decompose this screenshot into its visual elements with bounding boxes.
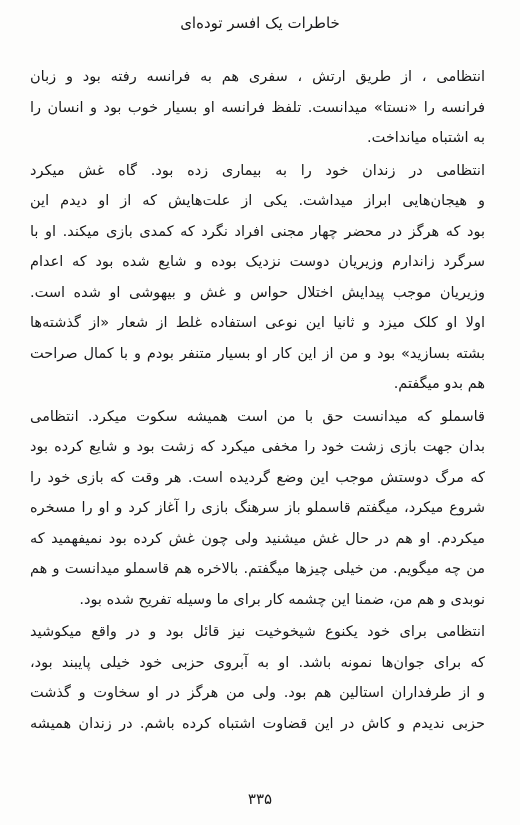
text-line: اولا او کلک میزد و ثانیا این نوعی استفاده غلط از شعار «از گذشته‌ها	[30, 315, 485, 331]
text-line: وزیریان موجب پیدایش اختلال حواس و غش و بیهوشی او شده است.	[30, 284, 485, 301]
paragraph-4	[30, 617, 485, 739]
paragraph-3	[30, 402, 485, 616]
text-line: انتظامی در زندان خود را به بیماری زده بود. گاه غش میکرد	[30, 162, 485, 179]
paragraph-1	[30, 62, 485, 154]
text-line: که برای جوان‌ها نمونه باشد. او به آبروی حزبی خود خیلی پایبند بود،	[30, 654, 485, 671]
text-line: هم بدو میگفتم.	[393, 376, 485, 392]
text-line: و هیجان‌هایی ابراز میداشت. یکی از علت‌هایش که از او دیدم این	[30, 193, 485, 209]
body-text	[30, 62, 485, 741]
text-line: نوبدی و هم من، ضمنا این چشمه کار برای ما وسیله تفریح شده بود.	[79, 591, 485, 608]
paragraph-2	[30, 156, 485, 400]
page-number: ۳۳۵	[247, 790, 273, 808]
running-header: خاطرات یک افسر توده‌ای	[180, 14, 340, 32]
text-line: به اشتباه میانداخت.	[366, 130, 485, 146]
text-line: سرگرد زاندارم وزیریان دوست نزدیک بوده و شایع شده بود که اعدام	[30, 254, 485, 270]
text-line: بود که هرگز در محضر چهار مجنی افراد نگرد که کمدی بازی میکند. او با	[30, 223, 485, 240]
text-line: انتظامی برای خود یکنوع شیخوخیت نیز قائل بود و در واقع میکوشید	[30, 624, 485, 640]
text-line: میکردم. او هم در حال غش میشنید ولی چون غش کرده بود نمیفهمید که	[30, 530, 485, 547]
text-line: حزبی ندیدم و کاش در این قضاوت اشتباه کرده باشم. در زندان همیشه	[30, 715, 485, 732]
text-line: بشته بسازید» بود و من از این کار او بسیار متنفر بودم و با کمال صراحت	[30, 345, 485, 362]
text-line: من چه میگویم. من خیلی چیزها میگفتم. بالاخره هم قاسملو میدانست و هم	[30, 561, 485, 577]
text-line: که مرگ دوستش موجب این وضع گردیده است. هر وقت که بازی خود را	[30, 469, 485, 486]
text-line: فرانسه را «نستا» میدانست. تلفظ فرانسه او بسیار خوب بود و انسان را	[30, 99, 485, 116]
text-line: و از طرفداران استالین هم بود. ولی من هرگز در او سخاوت و گذشت	[30, 685, 485, 701]
text-line: بدان جهت بازی زشت خود را مخفی میکرد که زشت بود و شایع کرده بود	[30, 439, 485, 455]
text-line: شروع میکرد، میگفتم قاسملو باز سرهنگ بازی را آغاز کرد و او را مسخره	[30, 500, 485, 516]
text-line: قاسملو که میدانست حق با من است همیشه سکوت میکرد. انتظامی	[30, 408, 485, 425]
text-line: انتظامی ، از طریق ارتش ، سفری هم به فرانسه رفته بود و زبان	[30, 69, 485, 85]
